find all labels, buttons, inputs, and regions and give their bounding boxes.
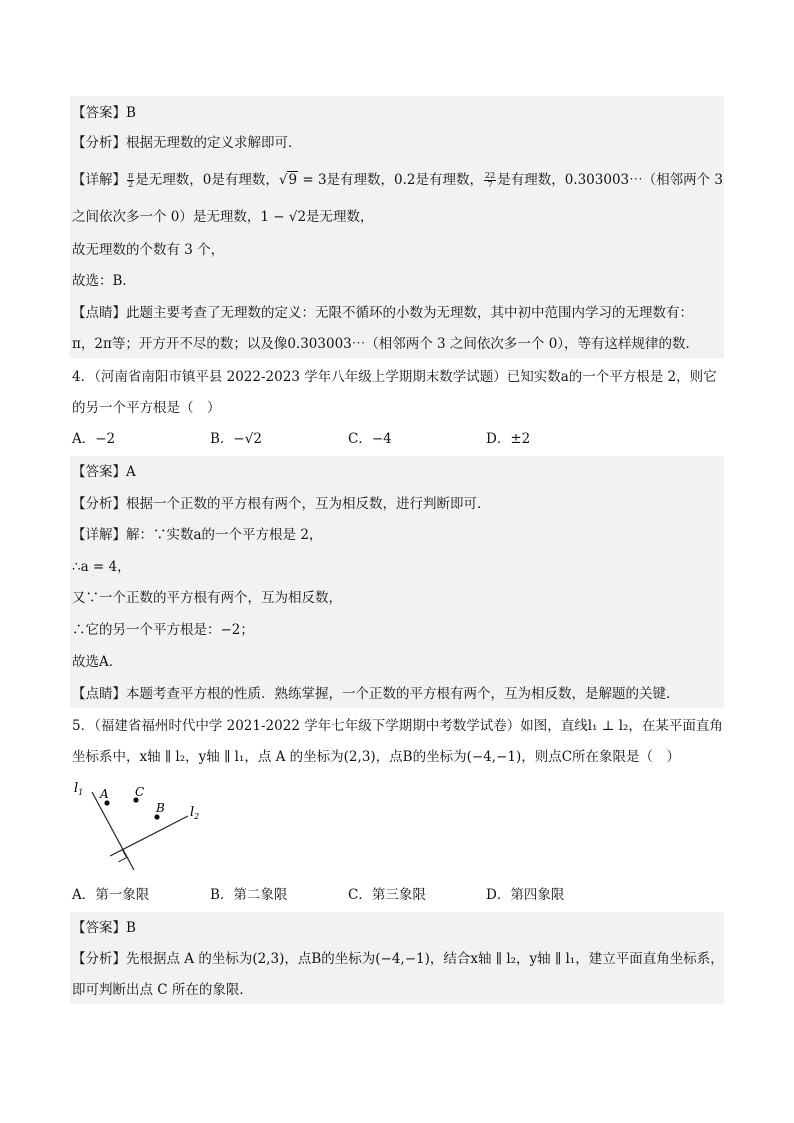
twentytwo-over-seven-fraction <box>484 172 496 189</box>
frac-numerator: π <box>128 171 134 180</box>
q4-stem-line2: 的另一个平方根是（ ） <box>72 400 221 416</box>
q3-detail-label: 【详解】 <box>72 172 126 188</box>
q3-detail-line2: 之间依次多一个 0）是无理数，1 − √2是无理数， <box>72 209 374 225</box>
q4-option-c: C．−4 <box>348 431 392 447</box>
q5-stem-line2: 坐标系中，x轴 ∥ l₂，y轴 ∥ l₁，点 A 的坐标为(2,3)，点B的坐标为(−4,−1)，则点C所在象限是（ ） <box>72 749 681 765</box>
q5-analysis-line1: 【分析】先根据点 A 的坐标为(2,3)，点B的坐标为(−4,−1)，结合x轴 ∥ l₂，y轴 ∥ l₁，建立平面直角坐标系， <box>72 951 724 967</box>
line-l1 <box>92 792 134 870</box>
q3-comment-line2: π，2π等；开方开不尽的数；以及像0.303003⋯（相邻两个 3 之间依次多一个 0），等有这样规律的数． <box>72 336 700 352</box>
point-c-label: C <box>135 785 145 799</box>
q3-comment-line1: 【点睛】此题主要考查了无理数的定义：无限不循环的小数为无理数，其中初中范围内学习的无理数有： <box>72 305 693 321</box>
q5-option-b: B．第二象限 <box>210 887 288 903</box>
q4-detail-line2: ∴a = 4， <box>72 559 131 575</box>
frac-denominator: 7 <box>487 180 493 189</box>
line-l2 <box>110 816 188 856</box>
q5-answer: 【答案】B <box>72 920 136 936</box>
q4-option-d: D．±2 <box>486 431 531 447</box>
l1-label: $l_1$ <box>74 781 84 797</box>
q3-choice: 故选：B． <box>72 273 136 289</box>
q5-option-a: A．第一象限 <box>72 887 150 903</box>
q4-option-b: B．−√2 <box>210 431 262 447</box>
q3-analysis: 【分析】根据无理数的定义求解即可． <box>72 135 302 151</box>
q3-count: 故无理数的个数有 3 个， <box>72 242 225 258</box>
q3-detail-line1 <box>72 170 723 190</box>
point-b-label: B <box>156 801 165 815</box>
q4-comment: 【点睛】本题考查平方根的性质．熟练掌握，一个正数的平方根有两个，互为相反数，是解题的关键． <box>72 686 680 702</box>
q5-analysis-line2: 即可判断出点 C 所在的象限． <box>72 982 253 998</box>
q5-figure <box>70 776 220 876</box>
sqrt-sign: √ <box>278 172 288 188</box>
point-a-dot <box>104 800 109 805</box>
q5-stem-line1: 5．（福建省福州时代中学 2021-2022 学年七年级下学期期中考数学试卷）如图，直线l₁ ⊥ l₂，在某平面直角 <box>72 718 723 734</box>
q4-choice: 故选A． <box>72 654 123 670</box>
q4-analysis: 【分析】根据一个正数的平方根有两个，互为相反数，进行判断即可． <box>72 496 491 512</box>
frac-numerator: 22 <box>485 171 496 180</box>
q3-detail-text-b: = 3是有理数，0.2是有理数， <box>298 172 484 188</box>
q3-detail-text-a: 是无理数，0是有理数， <box>135 172 279 188</box>
point-b-dot <box>154 814 159 819</box>
q5-option-d: D．第四象限 <box>486 887 565 903</box>
q3-answer: 【答案】B <box>72 105 136 121</box>
q5-option-c: C．第三象限 <box>348 887 426 903</box>
q4-stem-line1: 4．（河南省南阳市镇平县 2022-2023 学年八年级上学期期末数学试题）已知实数a的一个平方根是 2，则它 <box>72 369 717 385</box>
q4-answer: 【答案】A <box>72 464 136 480</box>
q4-detail-line4: ∴它的另一个平方根是：−2； <box>72 622 254 638</box>
pi-over-2-fraction <box>127 172 134 189</box>
q4-detail-line3: 又∵一个正数的平方根有两个，互为相反数， <box>72 590 342 606</box>
q3-detail-text-c: 是有理数，0.303003⋯（相邻两个 3 <box>497 172 723 188</box>
l2-label: $l_2$ <box>190 805 200 821</box>
q4-option-a: A．−2 <box>72 431 116 447</box>
sqrt-radicand: 9 <box>288 172 298 188</box>
point-a-label: A <box>100 787 109 801</box>
q4-detail-line1: 【详解】解：∵实数a的一个平方根是 2， <box>72 527 323 543</box>
frac-denominator: 2 <box>128 180 134 189</box>
